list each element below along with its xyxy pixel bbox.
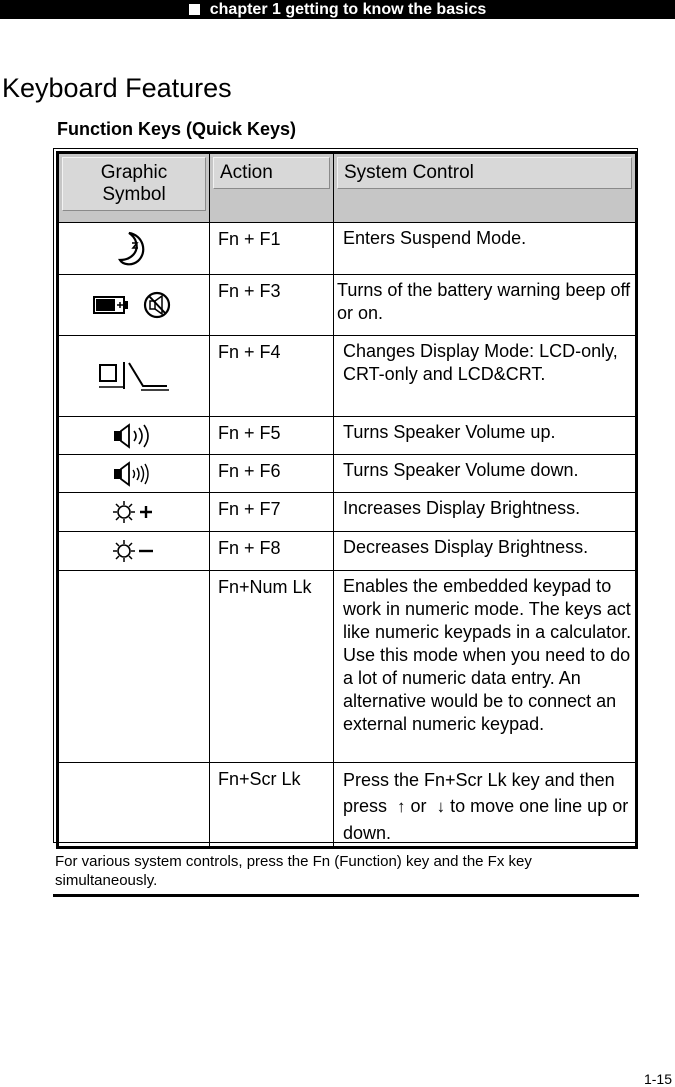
divider [53,894,639,897]
chapter-header [0,0,675,19]
section-title: Function Keys (Quick Keys) [57,119,297,139]
empty-symbol-cell [58,571,210,763]
action-cell: Fn+Scr Lk [210,763,334,848]
display-mode-icon [97,359,171,393]
battery-mute-icon [92,290,176,320]
system-control-cell: Press the Fn+Scr Lk key and then press ↑ or ↓ to move one line up or down. [334,763,637,848]
action-cell: Fn + F8 [210,532,334,571]
system-control-cell: Turns Speaker Volume up. [334,417,637,455]
brightness-down-icon [111,538,157,564]
system-control-cell: Decreases Display Brightness. [334,532,637,571]
system-control-cell: Turns Speaker Volume down. [334,455,637,493]
action-cell: Fn + F1 [210,223,334,275]
empty-symbol-cell [58,763,210,848]
page-number: 1-15 [643,1071,672,1087]
system-control-cell: Enables the embedded keypad to work in numeric mode. The keys act like numeric keypads in a calculator. Use this mode when you need to do a lot of numeric data entry. An alternative would be to connect an external numeric keypad. [334,571,637,763]
square-bullet-icon [189,4,200,15]
volume-down-icon [111,461,157,487]
table-row [58,763,637,848]
system-control-cell: Turns of the battery warning beep off or on. [334,275,637,336]
volume-up-icon [111,423,157,449]
table-row [58,223,637,275]
system-control-cell: Increases Display Brightness. [334,493,637,532]
table-row [58,532,637,571]
chapter-title: chapter 1 getting to know the basics [209,1,487,18]
moon-icon [117,230,151,268]
header-system-control: System Control [334,153,637,223]
header-action: Action [210,153,334,223]
table-row [58,275,637,336]
function-keys-table [56,151,638,849]
system-control-cell: Enters Suspend Mode. [334,223,637,275]
table-row [58,571,637,763]
brightness-up-icon [111,499,157,525]
table-row [58,493,637,532]
header-graphic-symbol: Graphic Symbol [58,153,210,223]
table-row [58,455,637,493]
action-cell: Fn + F7 [210,493,334,532]
page-title: Keyboard Features [2,73,232,103]
action-cell: Fn+Num Lk [210,571,334,763]
footnote: For various system controls, press the Fn (Function) key and the Fx key simultaneously. [55,853,532,889]
function-keys-table-frame [53,148,638,843]
table-header-row [58,153,637,223]
action-cell: Fn + F4 [210,336,334,417]
action-cell: Fn + F5 [210,417,334,455]
table-row [58,417,637,455]
table-row [58,336,637,417]
system-control-cell: Changes Display Mode: LCD-only, CRT-only and LCD&CRT. [334,336,637,417]
action-cell: Fn + F3 [210,275,334,336]
arrow-up-icon: ↑ [397,797,406,816]
arrow-down-icon: ↓ [436,797,446,816]
action-cell: Fn + F6 [210,455,334,493]
